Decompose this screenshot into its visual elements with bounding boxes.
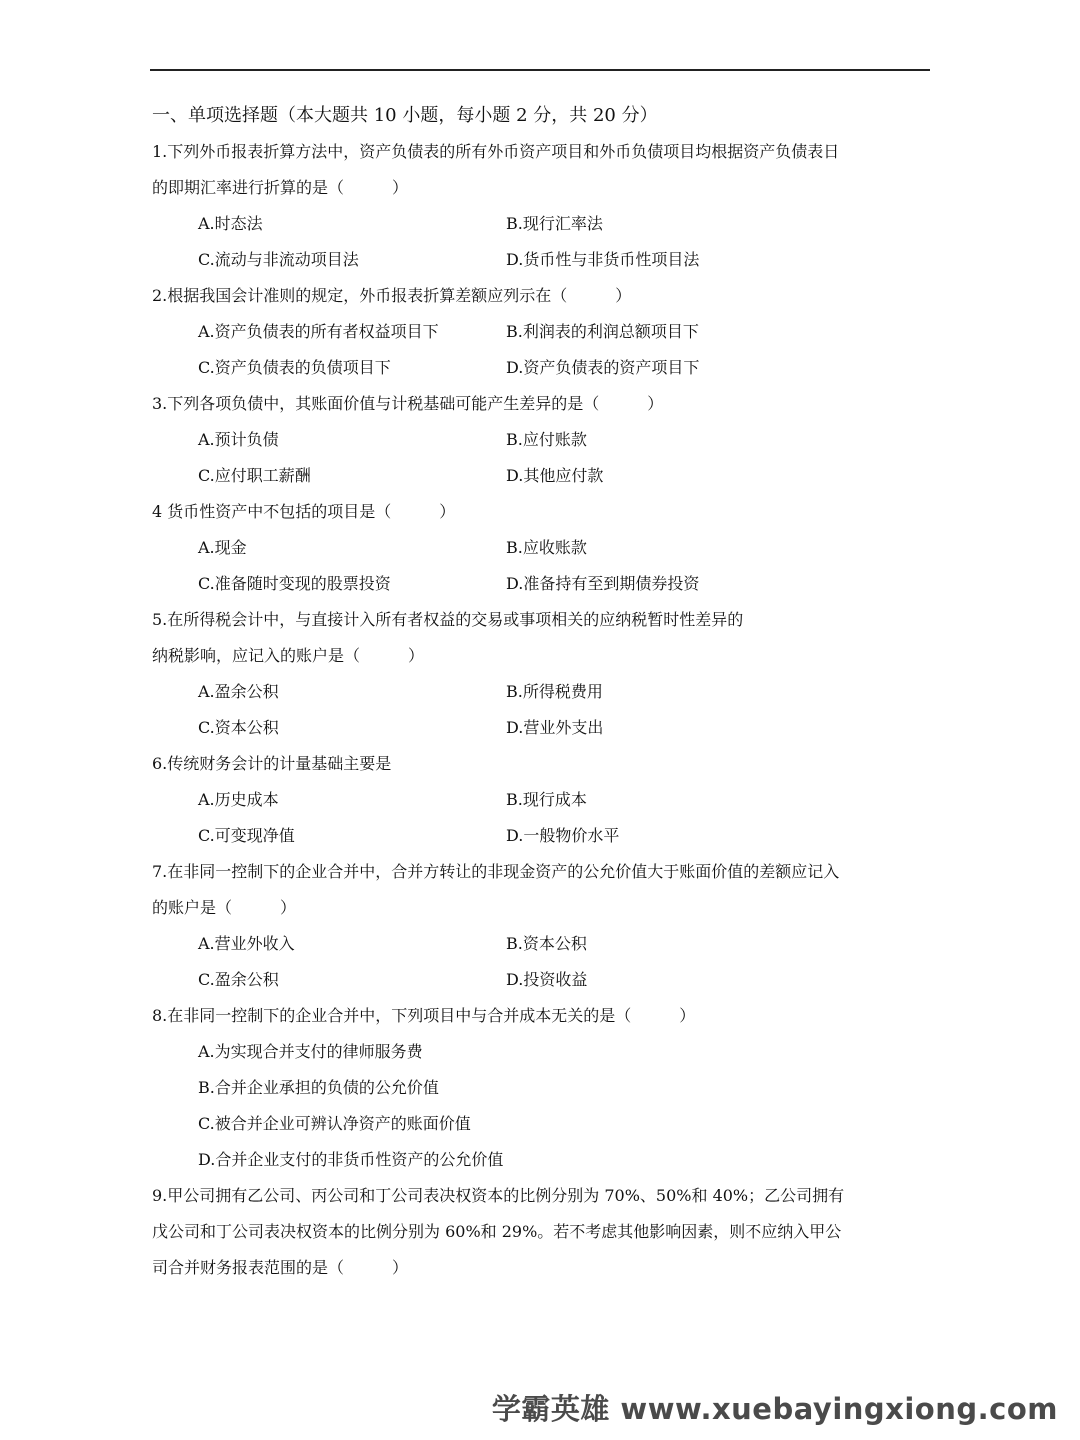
option-d: D.其他应付款: [506, 466, 604, 485]
option-b: B.资本公积: [506, 934, 587, 953]
option-a: A.营业外收入: [198, 934, 295, 953]
question-text: 1.下列外币报表折算方法中，资产负债表的所有外币资产项目和外币负债项目均根据资产负债表日: [152, 142, 840, 161]
question-text: 司合并财务报表范围的是（ ）: [152, 1258, 409, 1277]
option-row: [152, 782, 932, 818]
question-text: 的账户是（ ）: [152, 898, 297, 917]
question-text: 戊公司和丁公司表决权资本的比例分别为 60%和 29%。若不考虑其他影响因素，则不应纳入甲公: [152, 1222, 842, 1241]
question-text: 8.在非同一控制下的企业合并中，下列项目中与合并成本无关的是（ ）: [152, 1006, 696, 1025]
option-c: C.可变现净值: [198, 826, 295, 845]
question-1: [152, 134, 932, 278]
option-d: D.准备持有至到期债券投资: [506, 574, 700, 593]
header-rule: [150, 69, 930, 71]
question-6: [152, 746, 932, 854]
option-c: C.被合并企业可辨认净资产的账面价值: [198, 1114, 471, 1133]
option-d: D.投资收益: [506, 970, 588, 989]
option-a: A.为实现合并支付的律师服务费: [198, 1042, 423, 1061]
question-text: 纳税影响，应记入的账户是（ ）: [152, 646, 425, 665]
site-watermark: 学霸英雄 www.xuebayingxiong.com: [491, 1392, 1058, 1426]
option-a: A.预计负债: [198, 430, 279, 449]
option-row: [152, 242, 932, 278]
option-row: [152, 674, 932, 710]
option-c: C.应付职工薪酬: [198, 466, 311, 485]
option-row: [152, 422, 932, 458]
question-4: [152, 494, 932, 602]
option-row: [152, 458, 932, 494]
option-b: B.现行汇率法: [506, 214, 603, 233]
option-d: D.资产负债表的资产项目下: [506, 358, 700, 377]
option-row: [152, 206, 932, 242]
option-d: D.一般物价水平: [506, 826, 620, 845]
option-row: [152, 530, 932, 566]
option-c: C.准备随时变现的股票投资: [198, 574, 391, 593]
question-text: 的即期汇率进行折算的是（ ）: [152, 178, 409, 197]
option-b: B.合并企业承担的负债的公允价值: [198, 1078, 439, 1097]
option-row: [152, 566, 932, 602]
exam-content: [152, 98, 932, 1286]
option-a: A.资产负债表的所有者权益项目下: [198, 322, 439, 341]
option-a: A.时态法: [198, 214, 263, 233]
question-text: 2.根据我国会计准则的规定，外币报表折算差额应列示在（ ）: [152, 286, 632, 305]
option-b: B.现行成本: [506, 790, 587, 809]
question-text: 9.甲公司拥有乙公司、丙公司和丁公司表决权资本的比例分别为 70%、50%和 40%；乙公司拥有: [152, 1186, 845, 1205]
question-5: [152, 602, 932, 746]
question-2: [152, 278, 932, 386]
question-text: 5.在所得税会计中，与直接计入所有者权益的交易或事项相关的应纳税暂时性差异的: [152, 610, 744, 629]
option-a: A.现金: [198, 538, 247, 557]
option-row: [152, 710, 932, 746]
option-d: D.货币性与非货币性项目法: [506, 250, 700, 269]
question-3: [152, 386, 932, 494]
option-c: C.资本公积: [198, 718, 279, 737]
option-d: D.合并企业支付的非货币性资产的公允价值: [198, 1150, 504, 1169]
question-text: 4 货币性资产中不包括的项目是（ ）: [152, 502, 456, 521]
option-b: B.所得税费用: [506, 682, 603, 701]
option-a: A.盈余公积: [198, 682, 279, 701]
option-a: A.历史成本: [198, 790, 279, 809]
question-text: 3.下列各项负债中，其账面价值与计税基础可能产生差异的是（ ）: [152, 394, 664, 413]
option-row: [152, 962, 932, 998]
section-title: 一、单项选择题（本大题共 10 小题，每小题 2 分，共 20 分）: [152, 105, 658, 126]
option-c: C.盈余公积: [198, 970, 279, 989]
option-row: [152, 314, 932, 350]
option-d: D.营业外支出: [506, 718, 604, 737]
option-row: [152, 818, 932, 854]
option-b: B.应付账款: [506, 430, 587, 449]
question-8: [152, 998, 932, 1178]
option-c: C.资产负债表的负债项目下: [198, 358, 391, 377]
option-b: B.利润表的利润总额项目下: [506, 322, 699, 341]
question-9: [152, 1178, 932, 1286]
question-7: [152, 854, 932, 998]
option-b: B.应收账款: [506, 538, 587, 557]
question-text: 6.传统财务会计的计量基础主要是: [152, 754, 392, 773]
option-c: C.流动与非流动项目法: [198, 250, 359, 269]
option-row: [152, 350, 932, 386]
option-row: [152, 926, 932, 962]
question-text: 7.在非同一控制下的企业合并中，合并方转让的非现金资产的公允价值大于账面价值的差额应记入: [152, 862, 840, 881]
